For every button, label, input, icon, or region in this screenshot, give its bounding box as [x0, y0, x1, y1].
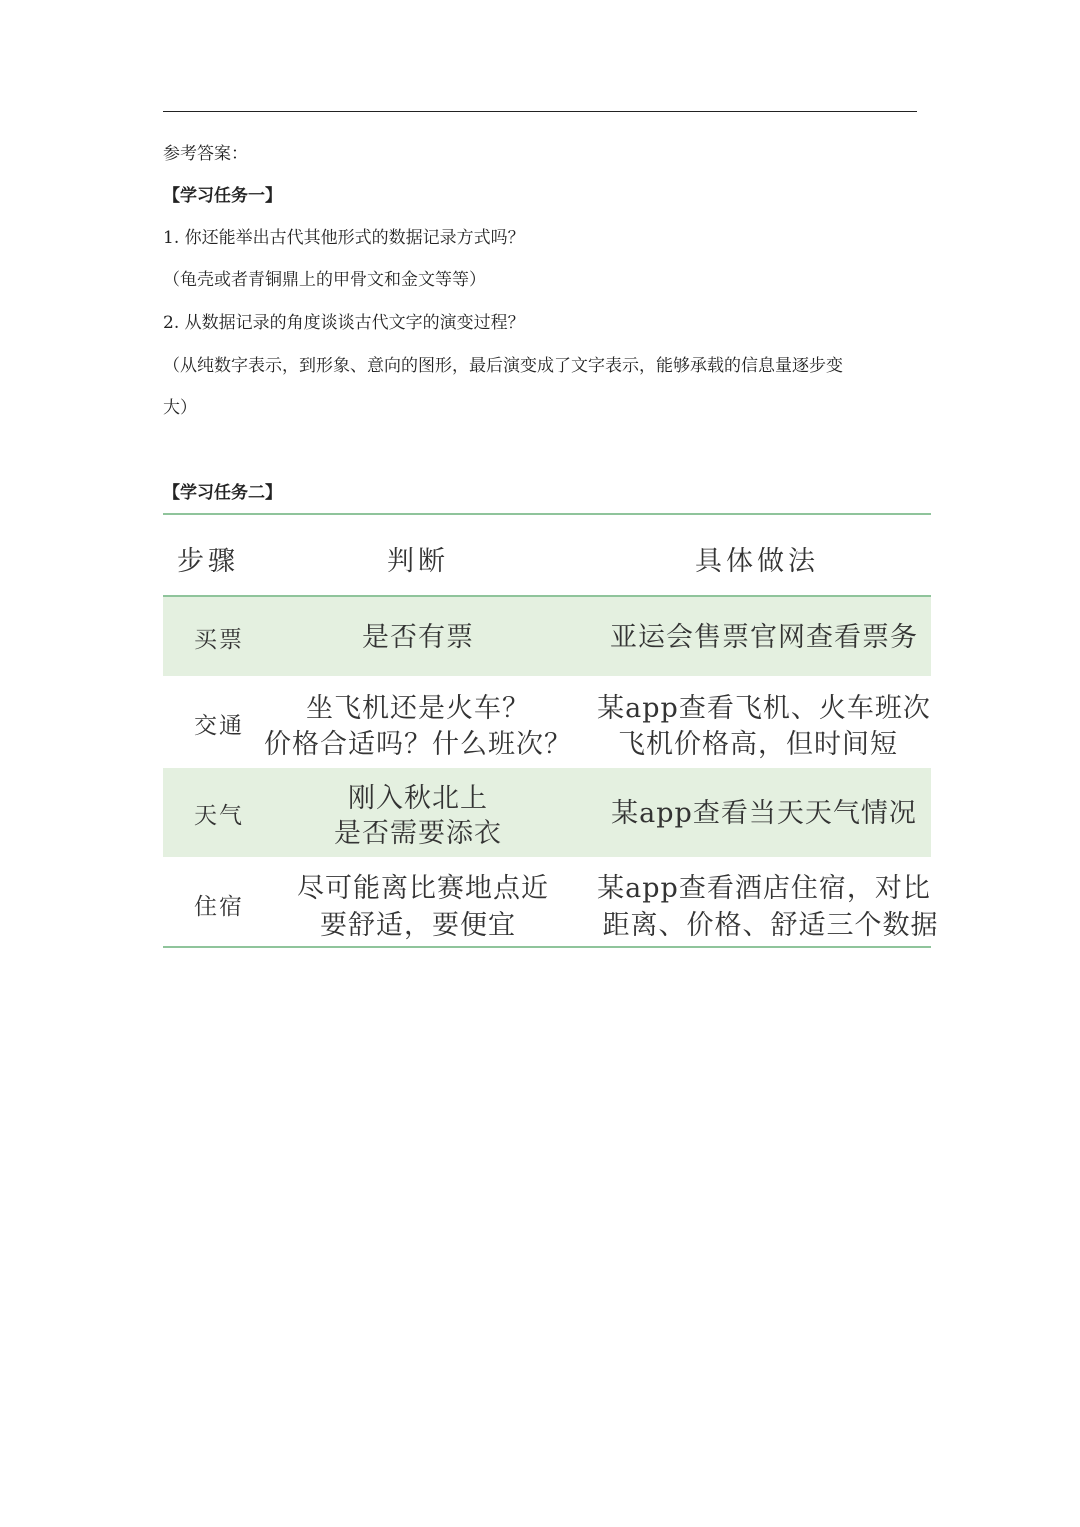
top-rule	[163, 111, 917, 112]
row-step: 住宿	[194, 894, 244, 920]
header-step: 步骤	[177, 546, 239, 577]
table-bottom-rule	[163, 946, 931, 948]
row-judge-line: 尽可能离比赛地点近	[297, 873, 549, 904]
task1-answer-2-line-2: 大）	[163, 398, 197, 418]
task1-answer-1: （龟壳或者青铜鼎上的甲骨文和金文等等）	[163, 270, 486, 290]
intro-label: 参考答案：	[163, 144, 248, 164]
task1-answer-2-line-1: （从纯数字表示，到形象、意向的图形，最后演变成了文字表示，能够承载的信息量逐步变	[163, 356, 843, 376]
row-method-line: 亚运会售票官网查看票务	[610, 622, 918, 653]
row-judge-line: 坐飞机还是火车？	[306, 693, 530, 724]
row-judge-line: 要舒适，要便宜	[320, 910, 516, 941]
header-judge: 判断	[387, 546, 449, 577]
row-step: 天气	[194, 803, 244, 829]
row-judge-line: 是否需要添衣	[334, 818, 502, 849]
row-method-line: 某app查看飞机、火车班次	[597, 693, 931, 724]
row-method-line: 距离、价格、舒适三个数据	[602, 910, 939, 941]
row-judge-line: 刚入秋北上	[348, 783, 488, 814]
task1-heading: 【学习任务一】	[163, 186, 282, 206]
row-judge-line: 价格合适吗？什么班次？	[264, 729, 572, 760]
row-step: 买票	[194, 627, 244, 653]
task2-heading: 【学习任务二】	[163, 483, 282, 503]
header-method: 具体做法	[695, 546, 819, 577]
row-method-line: 某app查看当天天气情况	[611, 798, 917, 829]
task1-question-1: 1. 你还能举出古代其他形式的数据记录方式吗？	[163, 228, 525, 248]
row-method-line: 某app查看酒店住宿，对比	[597, 873, 931, 904]
table-top-rule	[163, 513, 931, 515]
row-judge-line: 是否有票	[362, 622, 474, 653]
row-step: 交通	[194, 713, 244, 739]
row-method-line: 飞机价格高，但时间短	[618, 729, 898, 760]
task1-question-2: 2. 从数据记录的角度谈谈古代文字的演变过程？	[163, 313, 525, 333]
